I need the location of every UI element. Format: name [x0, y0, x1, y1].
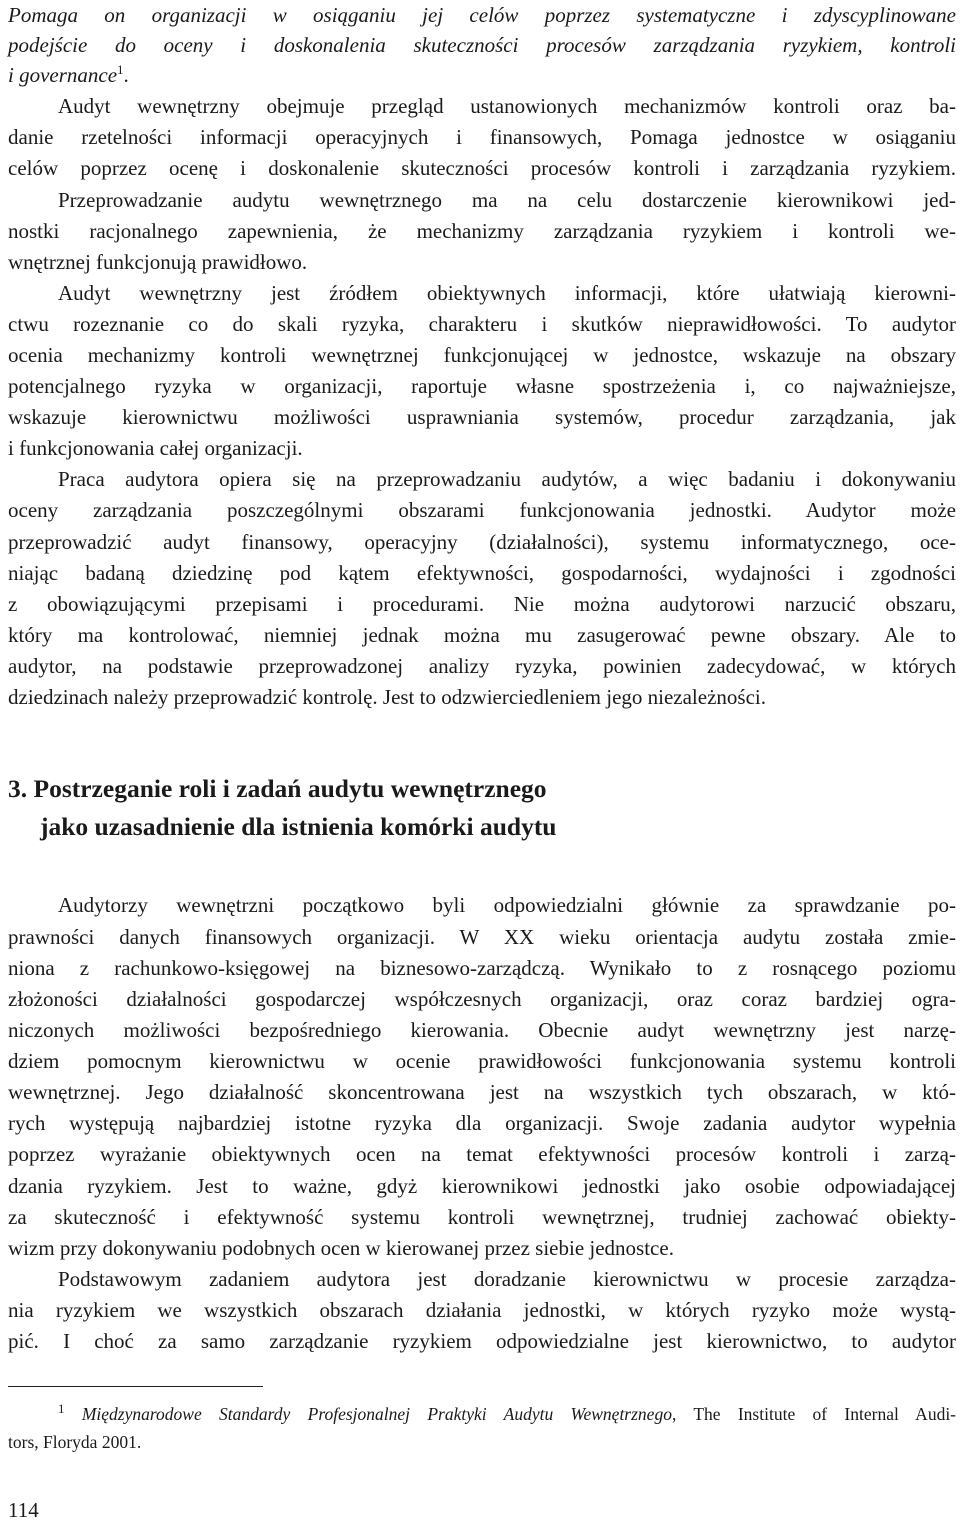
footnote-line-2: tors, Floryda 2001.	[8, 1432, 142, 1452]
section-line: prawności danych finansowych organizacji. W XX wieku orientacja audytu została zmie-	[8, 925, 956, 949]
section-heading-line-1: 3. Postrzeganie roli i zadań audytu wewnętrznego	[8, 774, 547, 803]
body-line: i funkcjonowania całej organizacji.	[8, 436, 303, 460]
footnote-rest: , The Institute of Internal Audi-	[671, 1404, 957, 1424]
section-line: za skuteczność i efektywność systemu kontroli wewnętrznej, trudniej zachować obiekty-	[8, 1205, 956, 1229]
body-line: Audyt wewnętrzny jest źródłem obiektywnych informacji, które ułatwiają kierowni-	[58, 281, 956, 305]
body-line: Praca audytora opiera się na przeprowadzaniu audytów, a więc badaniu i dokonywaniu	[58, 467, 956, 491]
section-line: wewnętrznej. Jego działalność skoncentrowana jest na wszystkich tych obszarach, w któ-	[8, 1080, 956, 1104]
body-line: oceny zarządzania poszczególnymi obszarami funkcjonowania jednostki. Audytor może	[8, 498, 956, 522]
section-line: nia ryzykiem we wszystkich obszarach działania jednostki, w których ryzyko może wystą-	[8, 1298, 956, 1322]
body-line: danie rzetelności informacji operacyjnych i finansowych, Pomaga jednostce w osiąganiu	[8, 125, 956, 149]
footnote-line-1	[8, 1402, 956, 1426]
body-line: niając badaną dziedzinę pod kątem efektywności, gospodarności, wydajności i zgodności	[8, 561, 956, 585]
section-line: rych występują najbardziej istotne ryzyka dla organizacji. Swoje zadania audytor wypełnia	[8, 1111, 956, 1135]
body-line: nostki racjonalnego zapewnienia, że mechanizmy zarządzania ryzykiem i kontroli we-	[8, 219, 956, 243]
section-line: poprzez wyrażanie obiektywnych ocen na temat efektywności procesów kontroli i zarzą-	[8, 1142, 956, 1166]
intro-line-1: Pomaga on organizacji w osiąganiu jej celów poprzez systematyczne i zdyscyplinowane	[8, 3, 956, 27]
body-line: audytor, na podstawie przeprowadzonej analizy ryzyka, powinien zadecydować, w których	[8, 654, 956, 678]
footnote-title: Międzynarodowe Standardy Profesjonalnej Praktyki Audytu Wewnętrznego	[81, 1404, 672, 1424]
intro-text: i governance	[8, 63, 118, 87]
body-line: celów poprzez ocenę i doskonalenie skuteczności procesów kontroli i zarządzania ryzykiem.	[8, 156, 956, 180]
body-line: wskazuje kierownictwu możliwości usprawniania systemów, procedur zarządzania, jak	[8, 405, 956, 429]
section-line: Podstawowym zadaniem audytora jest doradzanie kierownictwu w procesie zarządza-	[58, 1267, 956, 1291]
section-line: dzania ryzykiem. Jest to ważne, gdyż kierownikowi jednostki jako osobie odpowiadającej	[8, 1174, 956, 1198]
body-line: który ma kontrolować, niemniej jednak można mu zasugerować pewne obszary. Ale to	[8, 623, 956, 647]
body-line: dziedzinach należy przeprowadzić kontrolę. Jest to odzwierciedleniem jego niezależności.	[8, 685, 766, 709]
intro-period: .	[123, 63, 129, 87]
body-line: wnętrznej funkcjonują prawidłowo.	[8, 250, 308, 274]
body-line: Audyt wewnętrzny obejmuje przegląd ustanowionych mechanizmów kontroli oraz ba-	[58, 94, 956, 118]
footnote-number: 1	[58, 1401, 65, 1417]
intro-line-2: podejście do oceny i doskonalenia skuteczności procesów zarządzania ryzykiem, kontroli	[8, 33, 956, 57]
body-line: potencjalnego ryzyka w organizacji, raportuje własne spostrzeżenia i, co najważniejsze,	[8, 374, 956, 398]
section-line: niczonych możliwości bezpośredniego kierowania. Obecnie audyt wewnętrzny jest narzę-	[8, 1018, 956, 1042]
section-line: wizm przy dokonywaniu podobnych ocen w kierowanej przez siebie jednostce.	[8, 1236, 674, 1260]
section-heading-line-2: jako uzasadnienie dla istnienia komórki audytu	[40, 812, 557, 841]
body-line: z obowiązującymi przepisami i procedurami. Nie można audytorowi narzucić obszaru,	[8, 592, 956, 616]
body-line: ctwu rozeznanie co do skali ryzyka, charakteru i skutków nieprawidłowości. To audytor	[8, 312, 956, 336]
footnote-separator	[8, 1386, 263, 1387]
page-number: 114	[8, 1498, 39, 1522]
footnote-ref: 1	[117, 62, 124, 77]
body-line: Przeprowadzanie audytu wewnętrznego ma na celu dostarczenie kierownikowi jed-	[58, 188, 956, 212]
section-line: złożoności działalności gospodarczej współczesnych organizacji, oraz coraz bardziej ogra-	[8, 987, 956, 1011]
intro-line-3	[8, 60, 956, 90]
body-line: przeprowadzić audyt finansowy, operacyjny (działalności), systemu informatycznego, oce-	[8, 530, 956, 554]
section-line: pić. I choć za samo zarządzanie ryzykiem odpowiedzialne jest kierownictwo, to audytor	[8, 1329, 956, 1353]
section-line: dziem pomocnym kierownictwu w ocenie prawidłowości funkcjonowania systemu kontroli	[8, 1049, 956, 1073]
section-line: Audytorzy wewnętrzni początkowo byli odpowiedzialni głównie za sprawdzanie po-	[58, 893, 956, 917]
body-line: ocenia mechanizmy kontroli wewnętrznej funkcjonującej w jednostce, wskazuje na obszary	[8, 343, 956, 367]
section-line: niona z rachunkowo-księgowej na biznesowo-zarządczą. Wynikało to z rosnącego poziomu	[8, 956, 956, 980]
